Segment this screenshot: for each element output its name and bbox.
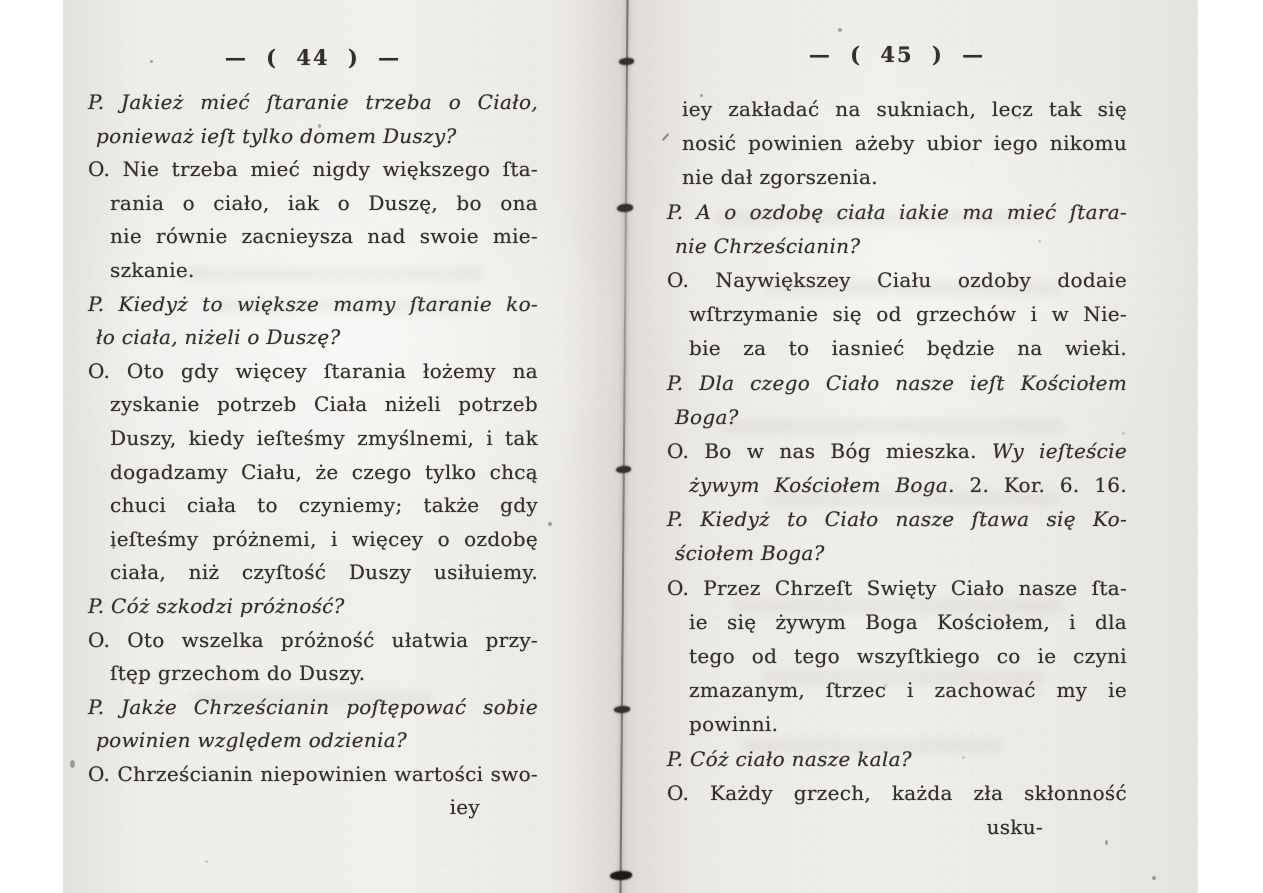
ink-speck xyxy=(268,236,271,239)
catchword: iey xyxy=(449,795,480,820)
text-segment: wſtrzymanie się od grzechów i w Nie- xyxy=(689,302,1127,327)
text-line xyxy=(88,388,538,422)
text-line xyxy=(667,707,1127,741)
italic-text-segment: Wy ieſteście xyxy=(991,438,1127,463)
text-line xyxy=(88,523,538,557)
text-line xyxy=(88,624,538,658)
ink-speck xyxy=(1018,116,1021,119)
bleed-through-smudge xyxy=(768,492,1058,504)
bleed-through-smudge xyxy=(713,212,1043,224)
italic-text-segment: P. Kiedyż to większe mamy ſtaranie ko- xyxy=(88,291,538,316)
text-line xyxy=(88,590,538,624)
italic-text-segment: ściołem Boga? xyxy=(675,541,825,566)
ink-speck xyxy=(1152,876,1156,880)
stitch-knot xyxy=(616,466,631,473)
text-line xyxy=(88,120,538,154)
ink-speck xyxy=(528,638,531,641)
bleed-through-smudge xyxy=(763,282,1063,294)
bleed-through-smudge xyxy=(193,692,433,704)
bleed-through-smudge xyxy=(743,740,1003,752)
page-number-header: — ( 44 ) — xyxy=(224,45,402,70)
text-line xyxy=(88,220,538,254)
text-line xyxy=(667,229,1127,263)
text-segment: nosić powinien ażeby ubior iego nikomu xyxy=(682,131,1127,156)
text-segment: O. Oto wszelka próżność ułatwia przy- xyxy=(88,627,538,652)
italic-text-segment: P. Cóż szkodzi próżność? xyxy=(88,593,345,618)
text-line xyxy=(88,321,538,355)
italic-text-segment: nie Chrześcianin? xyxy=(675,233,861,258)
text-line xyxy=(667,776,1127,810)
text-segment: powinni. xyxy=(689,712,779,737)
text-line xyxy=(667,639,1127,673)
bleed-through-smudge xyxy=(183,268,483,280)
text-segment: szkanie. xyxy=(110,257,195,282)
ink-speck xyxy=(422,704,425,707)
ink-speck xyxy=(112,546,115,549)
text-segment: O. Oto gdy więcey ſtarania łożemy na xyxy=(88,358,538,383)
stitch-knot xyxy=(619,58,634,65)
text-segment: bie za to iasnieć będzie na wieki. xyxy=(689,336,1127,361)
ink-speck xyxy=(700,94,703,97)
italic-text-segment: P. A o ozdobę ciała iakie ma mieć ſtara- xyxy=(667,199,1127,224)
text-line xyxy=(88,86,538,120)
text-segment: ieſteśmy próżnemi, i więcey o ozdobę xyxy=(110,526,538,551)
ink-speck xyxy=(150,60,153,63)
page-number-header: — ( 45 ) — xyxy=(808,42,986,67)
text-segment: tego od tego wszyſtkiego co ie czyni xyxy=(689,644,1127,668)
italic-text-segment: P. Jakże Chrześcianin poſtępować sobie xyxy=(88,694,538,719)
text-segment: O. Naywiększey Ciału ozdoby dodaie xyxy=(667,267,1127,292)
text-segment: zmazanym, ſtrzec i zachować my ie xyxy=(689,678,1127,703)
text-line xyxy=(667,160,1127,194)
ink-speck xyxy=(1105,840,1108,845)
ink-speck xyxy=(548,522,552,526)
text-segment: Duszy, kiedy ieſteśmy zmyślnemi, i tak xyxy=(110,425,538,450)
text-line xyxy=(667,92,1127,126)
text-line xyxy=(88,657,538,691)
text-segment: O. Każdy grzech, każda zła skłonność xyxy=(667,780,1127,805)
bleed-through-smudge xyxy=(723,420,1063,432)
ink-speck xyxy=(1038,240,1041,243)
text-segment: nie równie zacnieysza nad swoie mie- xyxy=(110,224,538,249)
stitch-knot xyxy=(617,204,633,212)
text-line xyxy=(667,434,1127,468)
ink-speck xyxy=(318,124,321,128)
text-segment: nie dał zgorszenia. xyxy=(682,165,878,190)
text-segment: zyskanie potrzeb Ciała niżeli potrzeb xyxy=(110,392,538,417)
text-segment: ſtęp grzechom do Duszy. xyxy=(110,661,366,686)
text-segment: dogadzamy Ciału, że czego tylko chcą xyxy=(110,459,538,484)
text-line xyxy=(88,422,538,456)
text-line xyxy=(88,758,538,792)
paper-sheet xyxy=(63,0,1198,893)
italic-text-segment: P. Cóż ciało nasze kala? xyxy=(667,746,912,771)
text-line xyxy=(88,355,538,389)
text-segment: ciała, niż czyſtość Duszy usiłuiemy. xyxy=(110,560,538,585)
ink-speck xyxy=(962,756,965,759)
italic-text-segment: żywym Kościołem Boga. xyxy=(689,473,970,498)
text-line xyxy=(88,489,538,523)
italic-text-segment: P. Dla czego Ciało nasze ieſt Kościołem xyxy=(667,370,1127,395)
text-line xyxy=(88,724,538,758)
italic-text-segment: Boga? xyxy=(675,404,739,429)
text-block xyxy=(88,86,538,825)
text-segment: iey zakładać na sukniach, lecz tak się xyxy=(682,97,1127,121)
text-line xyxy=(667,366,1127,400)
text-line xyxy=(667,297,1127,331)
text-line xyxy=(88,153,538,187)
ink-speck xyxy=(205,860,208,863)
text-segment: O. Chrześcianin niepowinien wartości swo- xyxy=(88,761,538,786)
text-segment: O. Przez Chrzeſt Swięty Ciało nasze ſta- xyxy=(667,575,1127,600)
bleed-through-smudge xyxy=(213,300,473,312)
text-line xyxy=(88,456,538,490)
right-page xyxy=(667,0,1127,893)
bleed-through-smudge xyxy=(763,672,1043,684)
text-line xyxy=(667,502,1127,536)
binding-thread xyxy=(619,0,628,893)
italic-text-segment: powinien względem odzienia? xyxy=(96,728,408,753)
ink-speck xyxy=(1094,582,1097,585)
text-segment: chuci ciała to czyniemy; także gdy xyxy=(110,493,538,518)
text-block xyxy=(667,92,1127,844)
ink-speck xyxy=(838,28,842,32)
catchword: usku- xyxy=(986,814,1043,839)
bleed-through-smudge xyxy=(733,600,1063,612)
italic-text-segment: P. Kiedyż to Ciało nasze ſtawa się Ko- xyxy=(667,507,1127,532)
text-segment: 2. Kor. 6. 16. xyxy=(969,473,1127,498)
text-segment: ie się żywym Boga Kościołem, i dla xyxy=(689,609,1127,634)
text-segment: O. Nie trzeba mieć nigdy większego ſta- xyxy=(88,157,538,182)
text-line xyxy=(667,126,1127,160)
ink-speck xyxy=(214,442,217,445)
stitch-knot xyxy=(610,871,632,880)
ink-speck xyxy=(1122,432,1125,435)
stitch-knot xyxy=(614,706,630,713)
text-line xyxy=(88,187,538,221)
italic-text-segment: P. Jakież mieć ſtaranie trzeba o Ciało, xyxy=(88,90,538,114)
italic-text-segment: ponieważ ieſt tylko domem Duszy? xyxy=(96,123,457,148)
text-segment: O. Bo w nas Bóg mieszka. xyxy=(667,438,992,463)
text-line xyxy=(667,331,1127,365)
left-page xyxy=(88,0,538,893)
italic-text-segment: ło ciała, niżeli o Duszę? xyxy=(96,325,341,350)
ink-speck xyxy=(884,684,887,687)
text-line xyxy=(667,536,1127,570)
text-segment: rania o ciało, iak o Duszę, bo ona xyxy=(110,190,538,215)
ink-speck xyxy=(70,760,75,768)
text-line xyxy=(88,556,538,590)
